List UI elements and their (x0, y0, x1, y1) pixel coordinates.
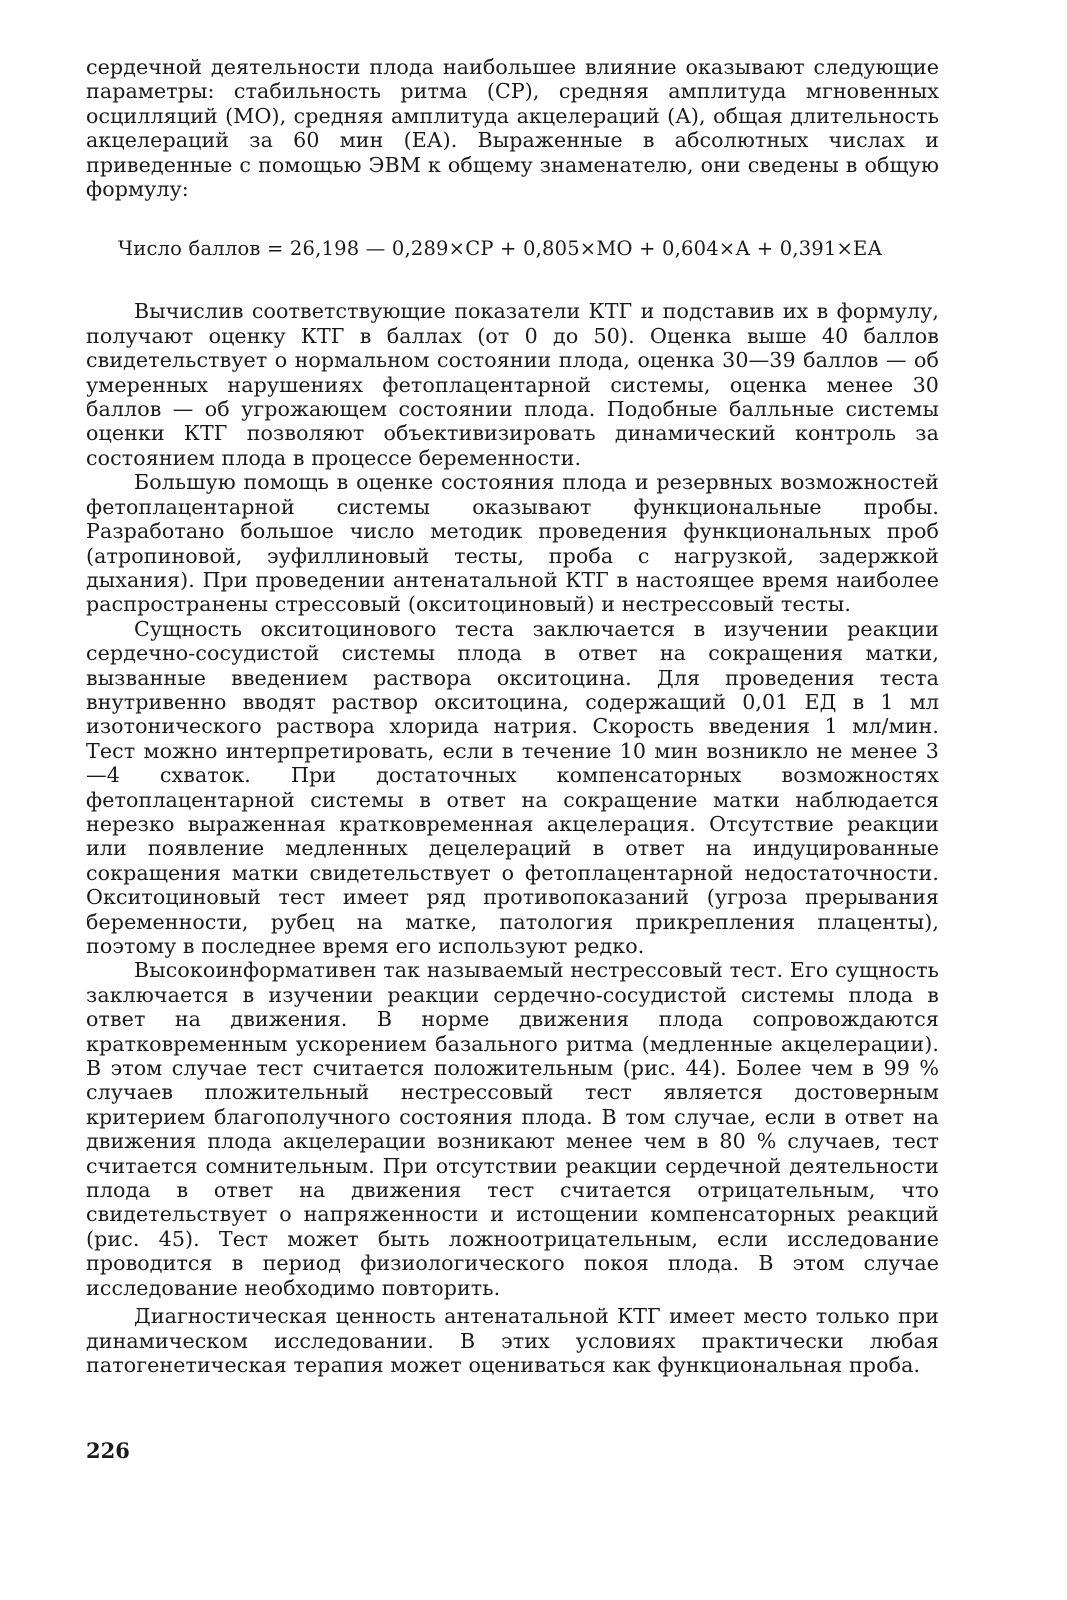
paragraph-nonstress-test: Высокоинформативен так называемый нестрессовый тест. Его сущность заключается в изучении реакции сердечно-сосудистой системы плода в ответ на движения. В норме движения плода сопровождаются кратковременным ускорением базального ритма (медленные акцелерации). В этом случае тест считается положительным (рис. 44). Более чем в 99 % случаев пложительный нестрессовый тест является достоверным критерием благополучного состояния плода. В том случае, если в ответ на движения плода акцелерации возникают менее чем в 80 % случаев, тест считается сомнительным. При отсутствии реакции сердечной деятельности плода в ответ на движения тест считается отрицательным, что свидетельствует о напряженности и истощении компенсаторных реакций (рис. 45). Тест может быть ложноотрицательным, если исследование проводится в период физиологического покоя плода. В этом случае исследование необходимо повторить. (86, 958, 939, 1300)
page-body (86, 55, 939, 1377)
page-number: 226 (86, 1438, 130, 1463)
paragraph-intro-continuation: сердечной деятельности плода наибольшее влияние оказывают следующие параметры: стабильность ритма (СР), средняя амплитуда мгновенных осцилляций (МО), средняя амплитуда акцелераций (А), общая длительность акцелераций за 60 мин (ЕА). Выраженные в абсолютных числах и приведенные с помощью ЭВМ к общему знаменателю, они сведены в общую формулу: (86, 55, 939, 202)
paragraph-ctg-scoring: Вычислив соответствующие показатели КТГ и подставив их в формулу, получают оценку КТГ в баллах (от 0 до 50). Оценка выше 40 баллов свидетельствует о нормальном состоянии плода, оценка 30—39 баллов — об умеренных нарушениях фетоплацентарной системы, оценка менее 30 баллов — об угрожающем состоянии плода. Подобные балльные системы оценки КТГ позволяют объективизировать динамический контроль за состоянием плода в процессе беременности. (86, 299, 939, 470)
paragraph-functional-tests: Большую помощь в оценке состояния плода и резервных возможностей фетоплацентарной системы оказывают функциональные пробы. Разработано большое число методик проведения функциональных проб (атропиновой, эуфиллиновый тесты, проба с нагрузкой, задержкой дыхания). При проведении антенатальной КТГ в настоящее время наиболее распространены стрессовый (окситоциновый) и нестрессовый тесты. (86, 470, 939, 617)
score-formula: Число баллов = 26,198 — 0,289×СР + 0,805×МО + 0,604×А + 0,391×ЕА (118, 237, 883, 261)
paragraph-oxytocin-test: Сущность окситоцинового теста заключается в изучении реакции сердечно-сосудистой системы плода в ответ на сокращения матки, вызванные введением раствора окситоцина. Для проведения теста внутривенно вводят раствор окситоцина, содержащий 0,01 ЕД в 1 мл изотонического раствора хлорида натрия. Скорость введения 1 мл/мин. Тест можно интерпретировать, если в течение 10 мин возникло не менее 3—4 схваток. При достаточных компенсаторных возможностях фетоплацентарной системы в ответ на сокращение матки наблюдается нерезко выраженная кратковременная акцелерация. Отсутствие реакции или появление медленных децелераций в ответ на индуцированные сокращения матки свидетельствует о фетоплацентарной недостаточности. Окситоциновый тест имеет ряд противопоказаний (угроза прерывания беременности, рубец на матке, патология прикрепления плаценты), поэтому в последнее время его используют редко. (86, 616, 939, 958)
paragraph-diagnostic-value: Диагностическая ценность антенатальной КТГ имеет место только при динамическом исследовании. В этих условиях практически любая патогенетическая терапия может оцениваться как функциональная проба. (86, 1304, 939, 1377)
